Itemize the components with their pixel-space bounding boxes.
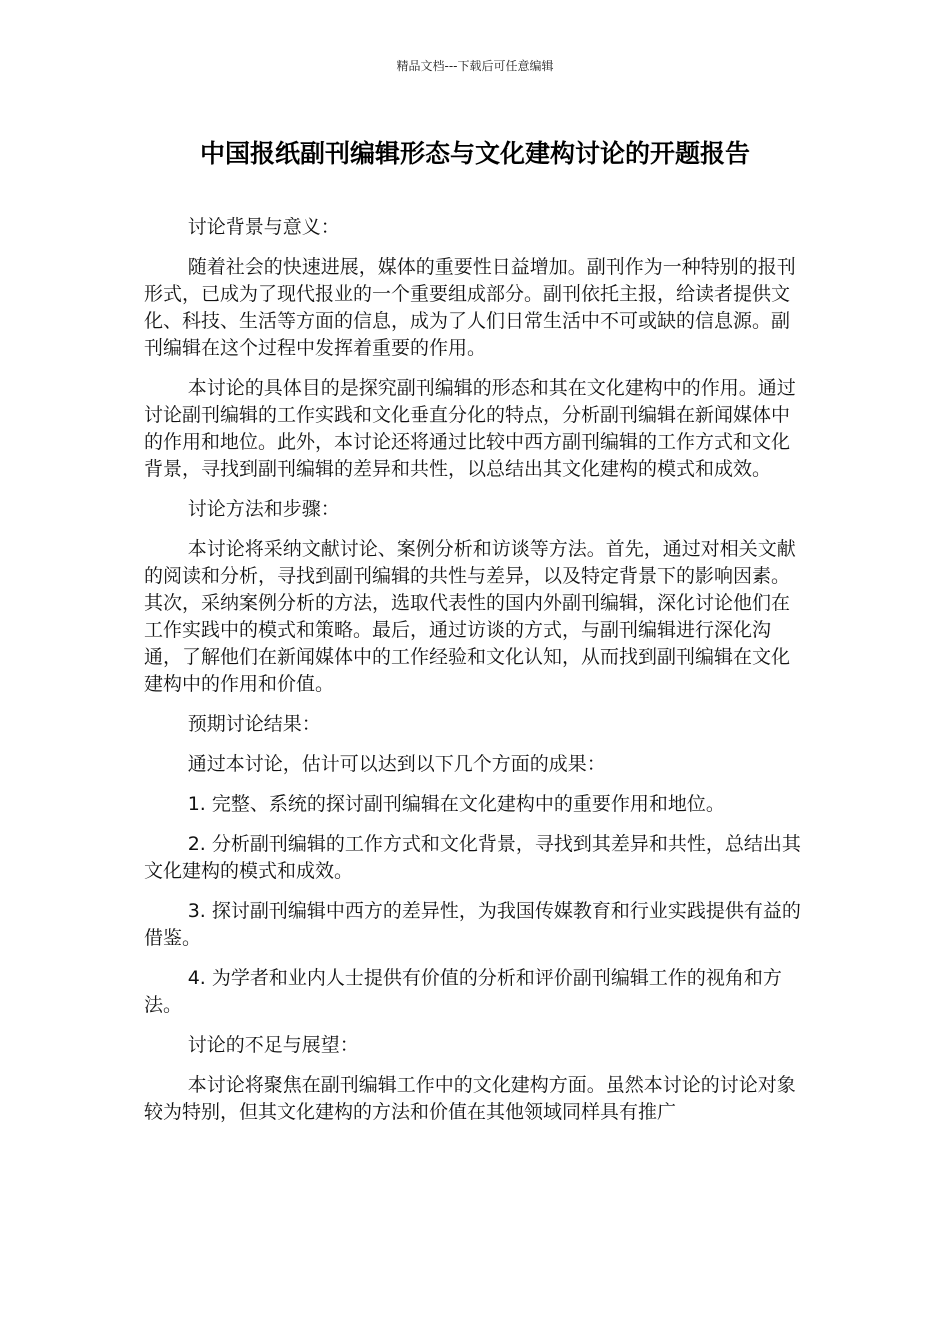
section-heading-limitations: 讨论的不足与展望： — [187, 1034, 359, 1056]
list-item-result-1: 1. 完整、系统的探讨副刊编辑在文化建构中的重要作用和地位。 — [187, 793, 725, 815]
document-title: 中国报纸副刊编辑形态与文化建构讨论的开题报告 — [199, 139, 750, 168]
document-body — [144, 214, 804, 1139]
section-heading-methods: 讨论方法和步骤： — [187, 498, 340, 520]
paragraph-methods: 本讨论将采纳文献讨论、案例分析和访谈等方法。首先，通过对相关文献的阅读和分析，寻找到副刊编辑的共性与差异，以及特定背景下的影响因素。其次，采纳案例分析的方法，选取代表性的国内外副刊编辑，深化讨论他们在工作实践中的模式和策略。最后，通过访谈的方式，与副刊编辑进行深化沟通，了解他们在新闻媒体中的工作经验和文化认知，从而找到副刊编辑在文化建构中的作用和价值。 — [144, 538, 796, 695]
list-item-result-3: 3. 探讨副刊编辑中西方的差异性，为我国传媒教育和行业实践提供有益的借鉴。 — [144, 900, 801, 949]
list-item-result-2: 2. 分析副刊编辑的工作方式和文化背景，寻找到其差异和共性，总结出其文化建构的模式和成效。 — [144, 833, 801, 882]
paragraph-limitations: 本讨论将聚焦在副刊编辑工作中的文化建构方面。虽然本讨论的讨论对象较为特别，但其文化建构的方法和价值在其他领域同样具有推广 — [144, 1074, 796, 1123]
page-header-note: 精品文档---下载后可任意编辑 — [396, 59, 554, 73]
paragraph-background: 随着社会的快速进展，媒体的重要性日益增加。副刊作为一种特别的报刊形式，已成为了现代报业的一个重要组成部分。副刊依托主报，给读者提供文化、科技、生活等方面的信息，成为了人们日常生活中不可或缺的信息源。副刊编辑在这个过程中发挥着重要的作用。 — [144, 256, 796, 359]
section-heading-expected-results: 预期讨论结果： — [187, 713, 321, 735]
section-heading-background: 讨论背景与意义： — [187, 216, 340, 238]
paragraph-purpose: 本讨论的具体目的是探究副刊编辑的形态和其在文化建构中的作用。通过讨论副刊编辑的工作实践和文化垂直分化的特点，分析副刊编辑在新闻媒体中的作用和地位。此外，本讨论还将通过比较中西方副刊编辑的工作方式和文化背景，寻找到副刊编辑的差异和共性，以总结出其文化建构的模式和成效。 — [144, 377, 796, 480]
list-item-result-4: 4. 为学者和业内人士提供有价值的分析和评价副刊编辑工作的视角和方法。 — [144, 967, 782, 1016]
paragraph-results-intro: 通过本讨论，估计可以达到以下几个方面的成果： — [187, 753, 606, 775]
